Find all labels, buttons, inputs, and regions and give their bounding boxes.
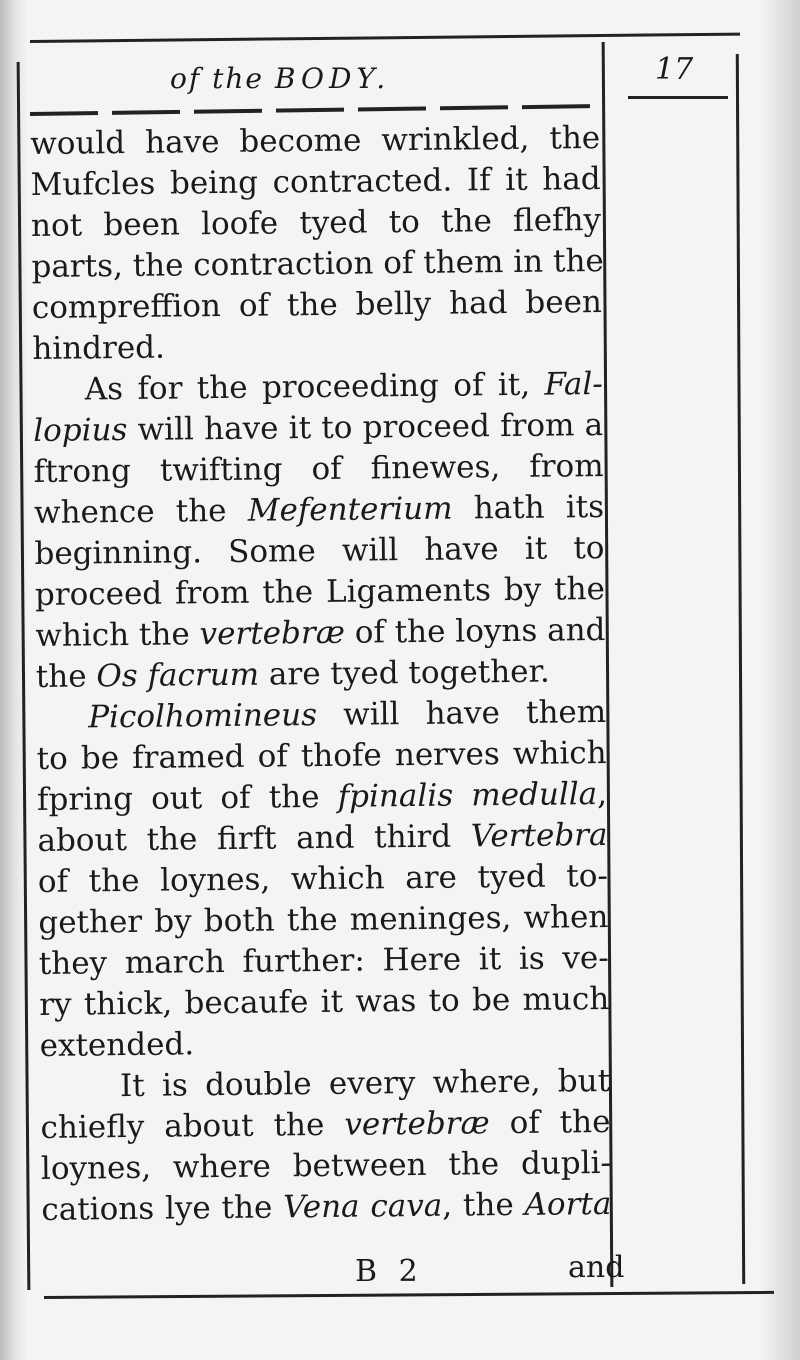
text-run: As for the proceeding of it, <box>84 366 545 408</box>
text-run: of the loynes, which are tyed to- <box>37 857 609 900</box>
text-line <box>41 1143 611 1190</box>
body-text <box>30 118 612 1231</box>
text-line <box>41 1184 611 1231</box>
text-run: will have them <box>316 693 607 734</box>
text-run: beginning. Some will have it to <box>34 530 605 572</box>
text-run: whence the <box>33 492 248 531</box>
text-line <box>33 364 603 411</box>
folio-rule <box>628 96 728 99</box>
text-line <box>37 815 607 862</box>
text-line <box>30 159 600 206</box>
text-line <box>40 1102 610 1149</box>
text-run: vertebræ <box>199 614 346 653</box>
text-run: Vena cava <box>283 1187 443 1226</box>
running-head-prefix: of the <box>170 62 264 95</box>
text-run: gether by both the meninges, when <box>38 898 609 941</box>
text-line <box>39 1020 609 1067</box>
text-run: they march further: Here it is ve- <box>38 939 609 982</box>
top-border-rule <box>30 33 740 43</box>
text-run: It is double every where, but <box>119 1062 611 1105</box>
text-run: ry thick, becaufe it was to be much <box>39 980 610 1023</box>
text-run: vertebræ <box>344 1105 490 1143</box>
right-border-rule <box>736 54 745 1284</box>
text-line <box>36 692 606 739</box>
text-run: Aorta <box>524 1185 612 1223</box>
text-run: , <box>597 775 608 813</box>
text-line <box>38 856 608 903</box>
text-run: compreffion of the belly had been <box>31 284 603 326</box>
text-run: the <box>35 658 97 695</box>
text-line <box>32 282 602 329</box>
text-run: not been loofe tyed to the flefhy <box>30 202 602 244</box>
text-run: proceed from the Ligaments by the <box>34 571 606 613</box>
text-run: would have become wrinkled, the <box>30 120 601 162</box>
text-run: chiefly about the <box>40 1106 345 1146</box>
scan-edge-shadow-right <box>760 0 800 1360</box>
text-line <box>33 446 603 493</box>
text-run: cations lye the <box>41 1189 284 1228</box>
running-head <box>170 62 470 95</box>
text-line <box>31 241 604 288</box>
text-run: fpinalis medulla <box>337 776 598 815</box>
text-run: to be framed of thofe nerves which <box>36 734 607 777</box>
text-line <box>39 938 609 985</box>
text-run: fpring out of the <box>36 778 338 818</box>
running-head-title: BODY. <box>274 62 391 95</box>
text-run: lopius <box>33 411 128 449</box>
text-line <box>35 569 605 616</box>
text-line <box>35 610 605 657</box>
text-run: Vertebra <box>470 816 608 855</box>
text-run: parts, the contraction of them in the <box>31 242 604 285</box>
text-run: Os facrum <box>96 656 260 695</box>
text-run: about the firft and third <box>37 818 472 859</box>
text-line <box>38 897 608 944</box>
text-run: loynes, where between the dupli- <box>40 1144 612 1187</box>
text-line <box>39 979 609 1026</box>
text-run: hindred. <box>32 329 166 367</box>
text-run: which the <box>35 616 200 654</box>
text-line <box>33 405 603 452</box>
text-run: of the loyns and <box>344 612 606 651</box>
page-number: 17 <box>655 52 694 87</box>
text-line <box>32 323 602 370</box>
text-run: extended. <box>39 1026 195 1064</box>
text-run: ftrong twifting of finewes, from <box>33 448 604 490</box>
text-run: hath its <box>452 489 605 527</box>
text-line <box>31 200 601 247</box>
text-run: Mefenterium <box>247 490 453 529</box>
text-run: of the <box>489 1103 611 1142</box>
text-line <box>36 651 606 698</box>
text-line <box>40 1061 610 1108</box>
text-run: , the <box>442 1186 525 1224</box>
text-line <box>36 733 606 780</box>
text-line <box>30 118 600 165</box>
text-line <box>34 528 604 575</box>
text-run: Mufcles being contracted. If it had <box>30 161 601 203</box>
text-run: will have it to proceed from a <box>127 407 604 448</box>
text-run: are tyed together. <box>258 653 550 693</box>
bottom-border-rule <box>44 1291 774 1299</box>
text-line <box>37 774 607 821</box>
text-line <box>34 487 604 534</box>
text-run: Fal- <box>544 366 603 403</box>
catchword: and <box>568 1250 625 1285</box>
headline-rule <box>30 104 590 116</box>
text-run: Picolhomineus <box>88 697 318 736</box>
signature-mark: B 2 <box>355 1254 424 1289</box>
